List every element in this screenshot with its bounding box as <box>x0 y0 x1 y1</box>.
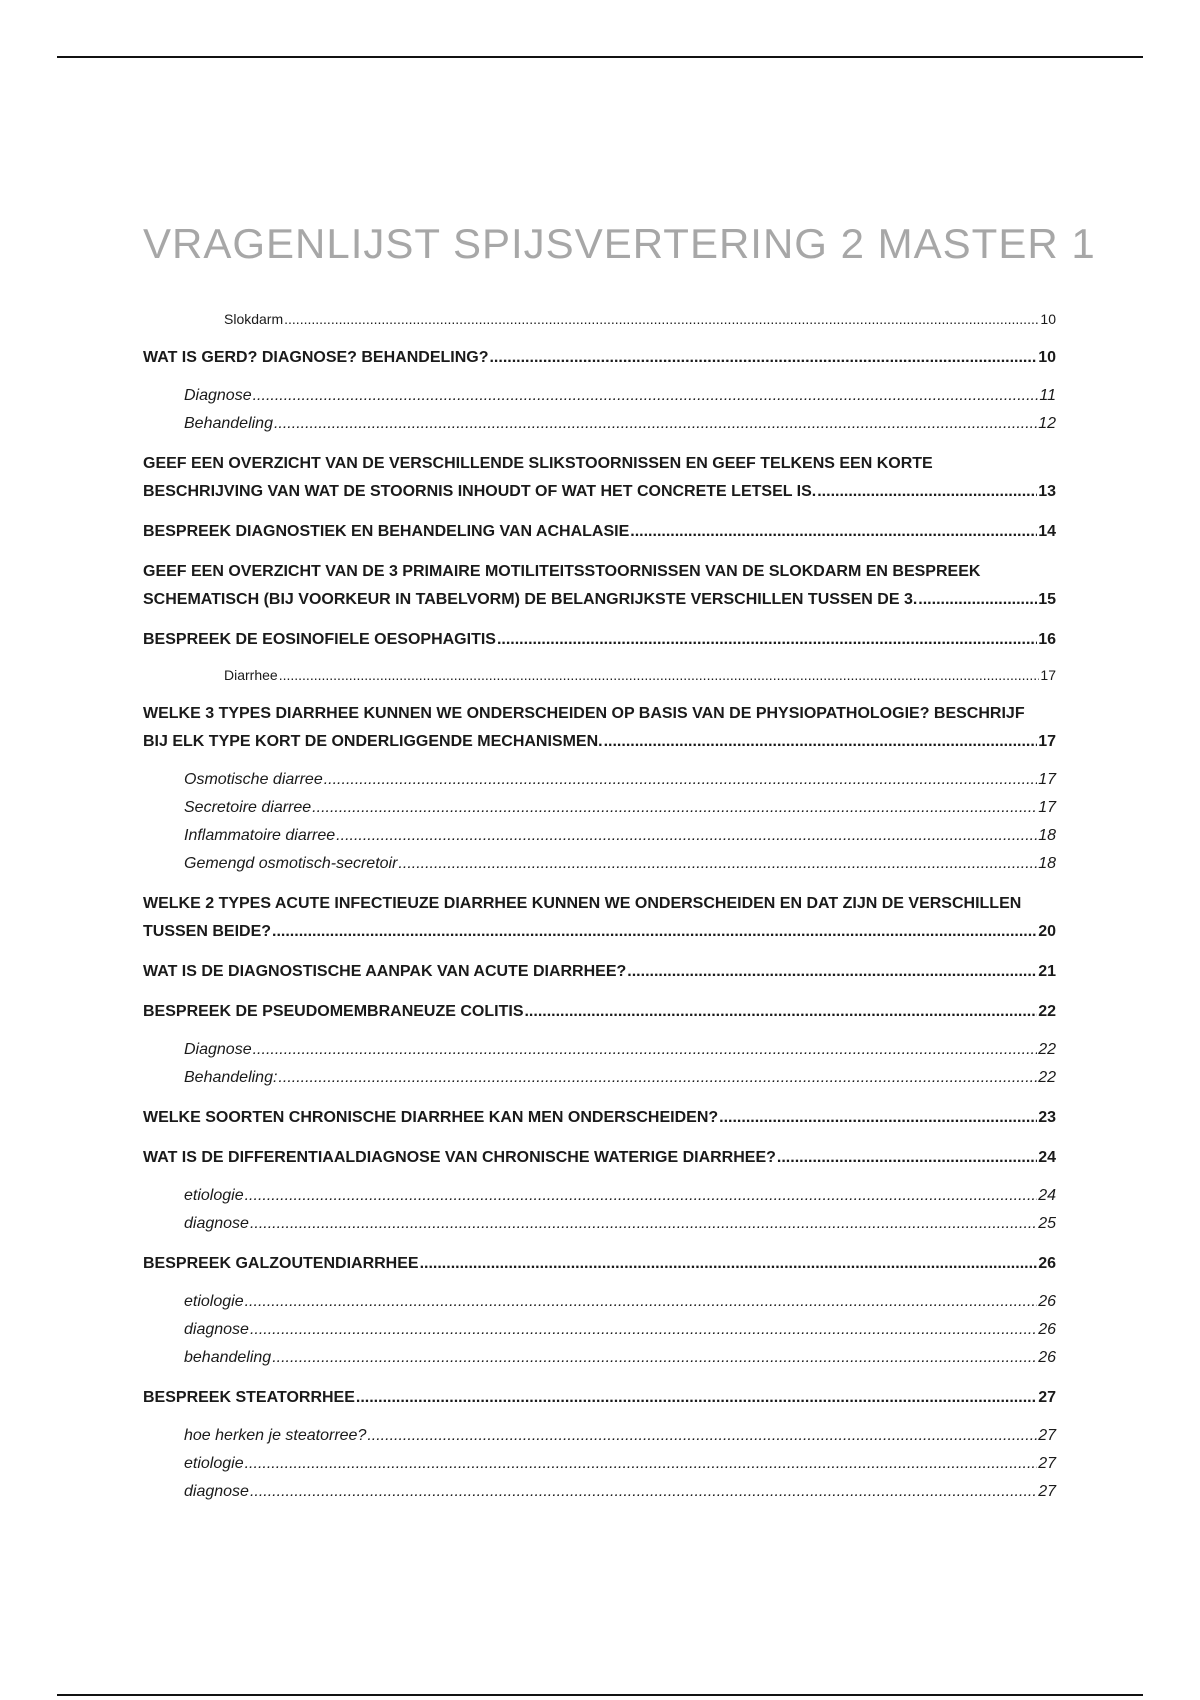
toc-dot-leader <box>336 822 1037 850</box>
toc-page-number: 22 <box>1038 1069 1056 1086</box>
table-of-contents <box>143 306 1056 1506</box>
toc-page-number: 24 <box>1038 1187 1056 1204</box>
toc-dot-leader <box>312 794 1037 822</box>
toc-entry[interactable] <box>143 1210 1056 1238</box>
toc-entry-title: Gemengd osmotisch-secretoir <box>184 855 398 872</box>
toc-entry[interactable] <box>143 1250 1056 1278</box>
toc-entry[interactable] <box>143 410 1056 438</box>
toc-entry[interactable] <box>143 1450 1056 1478</box>
toc-dot-leader <box>250 1478 1037 1506</box>
toc-entry[interactable] <box>143 766 1056 794</box>
toc-entry-title: Behandeling: <box>184 1069 278 1086</box>
toc-page-number: 22 <box>1038 1041 1056 1058</box>
toc-entry-title: diagnose <box>184 1321 249 1338</box>
toc-entry[interactable] <box>143 662 1056 688</box>
toc-dot-leader <box>250 1316 1037 1344</box>
toc-entry-title: TUSSEN BEIDE? <box>143 923 272 940</box>
toc-entry-title: BESPREEK DE EOSINOFIELE OESOPHAGITIS <box>143 631 496 648</box>
toc-entry[interactable] <box>143 1478 1056 1506</box>
toc-entry-title: hoe herken je steatorree? <box>184 1427 367 1444</box>
toc-page-number: 10 <box>1038 349 1056 366</box>
toc-entry-title-line: GEEF EEN OVERZICHT VAN DE VERSCHILLENDE SLIKSTOORNISSEN EN GEEF TELKENS EEN KORTE <box>143 455 933 472</box>
toc-entry[interactable] <box>143 850 1056 878</box>
toc-entry[interactable] <box>143 382 1056 410</box>
toc-dot-leader <box>253 382 1039 410</box>
footer-rule <box>57 1694 1143 1696</box>
toc-entry-title: etiologie <box>184 1293 244 1310</box>
toc-page-number: 26 <box>1038 1293 1056 1310</box>
toc-page-number: 14 <box>1038 523 1056 540</box>
toc-entry-title: WAT IS GERD? DIAGNOSE? BEHANDELING? <box>143 349 489 366</box>
toc-dot-leader <box>817 478 1037 506</box>
toc-entry-title: Secretoire diarree <box>184 799 312 816</box>
toc-page-number: 11 <box>1039 387 1056 404</box>
toc-page-number: 25 <box>1038 1215 1056 1232</box>
toc-entry-title: WAT IS DE DIFFERENTIAALDIAGNOSE VAN CHRONISCHE WATERIGE DIARRHEE? <box>143 1149 776 1166</box>
toc-dot-leader <box>367 1422 1037 1450</box>
toc-entry[interactable] <box>143 1384 1056 1412</box>
toc-entry-title: diagnose <box>184 1483 249 1500</box>
toc-entry-title: BESPREEK STEATORRHEE <box>143 1389 355 1406</box>
toc-entry-title: Slokdarm <box>224 311 284 327</box>
toc-dot-leader <box>398 850 1037 878</box>
toc-entry-title: etiologie <box>184 1187 244 1204</box>
toc-page-number: 16 <box>1038 631 1056 648</box>
toc-entry[interactable] <box>143 1104 1056 1132</box>
toc-dot-leader <box>489 344 1037 372</box>
toc-entry-title: behandeling <box>184 1349 272 1366</box>
toc-dot-leader <box>279 662 1040 688</box>
toc-entry[interactable] <box>143 700 1056 756</box>
toc-dot-leader <box>253 1036 1038 1064</box>
toc-entry-title: Osmotische diarree <box>184 771 323 788</box>
toc-dot-leader <box>777 1144 1037 1172</box>
toc-entry-title: Diagnose <box>184 1041 252 1058</box>
toc-dot-leader <box>245 1450 1038 1478</box>
toc-dot-leader <box>719 1104 1037 1132</box>
toc-entry[interactable] <box>143 306 1056 332</box>
toc-dot-leader <box>245 1288 1038 1316</box>
toc-dot-leader <box>604 728 1038 756</box>
toc-entry[interactable] <box>143 1288 1056 1316</box>
toc-dot-leader <box>524 998 1037 1026</box>
toc-entry-title: WELKE SOORTEN CHRONISCHE DIARRHEE KAN MEN ONDERSCHEIDEN? <box>143 1109 719 1126</box>
toc-page-number: 27 <box>1038 1483 1056 1500</box>
toc-entry-title: BESCHRIJVING VAN WAT DE STOORNIS INHOUDT OF WAT HET CONCRETE LETSEL IS. <box>143 483 817 500</box>
toc-entry-title: BESPREEK DE PSEUDOMEMBRANEUZE COLITIS <box>143 1003 524 1020</box>
toc-entry-title: etiologie <box>184 1455 244 1472</box>
toc-page-number: 12 <box>1038 415 1056 432</box>
toc-dot-leader <box>627 958 1037 986</box>
toc-page-number: 18 <box>1038 855 1056 872</box>
toc-page-number: 17 <box>1040 667 1056 683</box>
toc-dot-leader <box>497 626 1037 654</box>
toc-entry-title: SCHEMATISCH (BIJ VOORKEUR IN TABELVORM) DE BELANGRIJKSTE VERSCHILLEN TUSSEN DE 3. <box>143 591 918 608</box>
toc-dot-leader <box>420 1250 1038 1278</box>
toc-dot-leader <box>272 1344 1037 1372</box>
toc-entry[interactable] <box>143 1064 1056 1092</box>
toc-dot-leader <box>278 1064 1037 1092</box>
toc-entry[interactable] <box>143 1036 1056 1064</box>
toc-page-number: 26 <box>1038 1255 1056 1272</box>
toc-entry[interactable] <box>143 1182 1056 1210</box>
toc-dot-leader <box>250 1210 1037 1238</box>
toc-dot-leader <box>284 306 1039 332</box>
toc-page-number: 18 <box>1038 827 1056 844</box>
toc-page-number: 27 <box>1038 1427 1056 1444</box>
toc-page-number: 17 <box>1038 771 1056 788</box>
toc-page-number: 10 <box>1040 311 1056 327</box>
header-rule <box>57 56 1143 58</box>
toc-entry-title: WAT IS DE DIAGNOSTISCHE AANPAK VAN ACUTE DIARRHEE? <box>143 963 627 980</box>
toc-entry-title: BESPREEK GALZOUTENDIARRHEE <box>143 1255 419 1272</box>
toc-entry-title-line: WELKE 3 TYPES DIARRHEE KUNNEN WE ONDERSCHEIDEN OP BASIS VAN DE PHYSIOPATHOLOGIE? BESCHRIJF <box>143 705 1025 722</box>
toc-entry-title: Behandeling <box>184 415 273 432</box>
toc-page-number: 26 <box>1038 1349 1056 1366</box>
toc-page-number: 24 <box>1038 1149 1056 1166</box>
toc-entry[interactable] <box>143 794 1056 822</box>
toc-page-number: 20 <box>1038 923 1056 940</box>
toc-page-number: 22 <box>1038 1003 1056 1020</box>
toc-entry-title: Diagnose <box>184 387 252 404</box>
toc-dot-leader <box>245 1182 1038 1210</box>
toc-page-number: 15 <box>1038 591 1056 608</box>
toc-entry[interactable] <box>143 558 1056 614</box>
toc-page-number: 21 <box>1038 963 1056 980</box>
toc-dot-leader <box>274 410 1037 438</box>
toc-page-number: 17 <box>1038 733 1056 750</box>
toc-entry[interactable] <box>143 958 1056 986</box>
toc-dot-leader <box>356 1384 1037 1412</box>
toc-entry[interactable] <box>143 998 1056 1026</box>
toc-entry[interactable] <box>143 1344 1056 1372</box>
toc-page-number: 13 <box>1038 483 1056 500</box>
toc-page-number: 23 <box>1038 1109 1056 1126</box>
document-title: VRAGENLIJST SPIJSVERTERING 2 MASTER 1 <box>143 220 1096 267</box>
toc-page-number: 27 <box>1038 1389 1056 1406</box>
toc-entry-title: Diarrhee <box>224 667 278 683</box>
toc-entry-title: diagnose <box>184 1215 249 1232</box>
toc-entry[interactable] <box>143 1316 1056 1344</box>
toc-page-number: 26 <box>1038 1321 1056 1338</box>
toc-entry[interactable] <box>143 344 1056 372</box>
toc-entry[interactable] <box>143 890 1056 946</box>
toc-entry-title-line: WELKE 2 TYPES ACUTE INFECTIEUZE DIARRHEE KUNNEN WE ONDERSCHEIDEN EN DAT ZIJN DE VERSCHILLEN <box>143 895 1022 912</box>
toc-entry[interactable] <box>143 822 1056 850</box>
toc-entry[interactable] <box>143 518 1056 546</box>
toc-page-number: 17 <box>1038 799 1056 816</box>
toc-entry-title-line: GEEF EEN OVERZICHT VAN DE 3 PRIMAIRE MOTILITEITSSTOORNISSEN VAN DE SLOKDARM EN BESPREEK <box>143 563 981 580</box>
toc-entry[interactable] <box>143 1144 1056 1172</box>
toc-dot-leader <box>272 918 1037 946</box>
toc-entry-title: BESPREEK DIAGNOSTIEK EN BEHANDELING VAN ACHALASIE <box>143 523 630 540</box>
toc-dot-leader <box>918 586 1037 614</box>
toc-dot-leader <box>630 518 1037 546</box>
toc-entry[interactable] <box>143 626 1056 654</box>
toc-entry-title: Inflammatoire diarree <box>184 827 336 844</box>
toc-entry[interactable] <box>143 1422 1056 1450</box>
toc-entry[interactable] <box>143 450 1056 506</box>
toc-page-number: 27 <box>1038 1455 1056 1472</box>
toc-dot-leader <box>324 766 1037 794</box>
toc-entry-title: BIJ ELK TYPE KORT DE ONDERLIGGENDE MECHANISMEN. <box>143 733 603 750</box>
